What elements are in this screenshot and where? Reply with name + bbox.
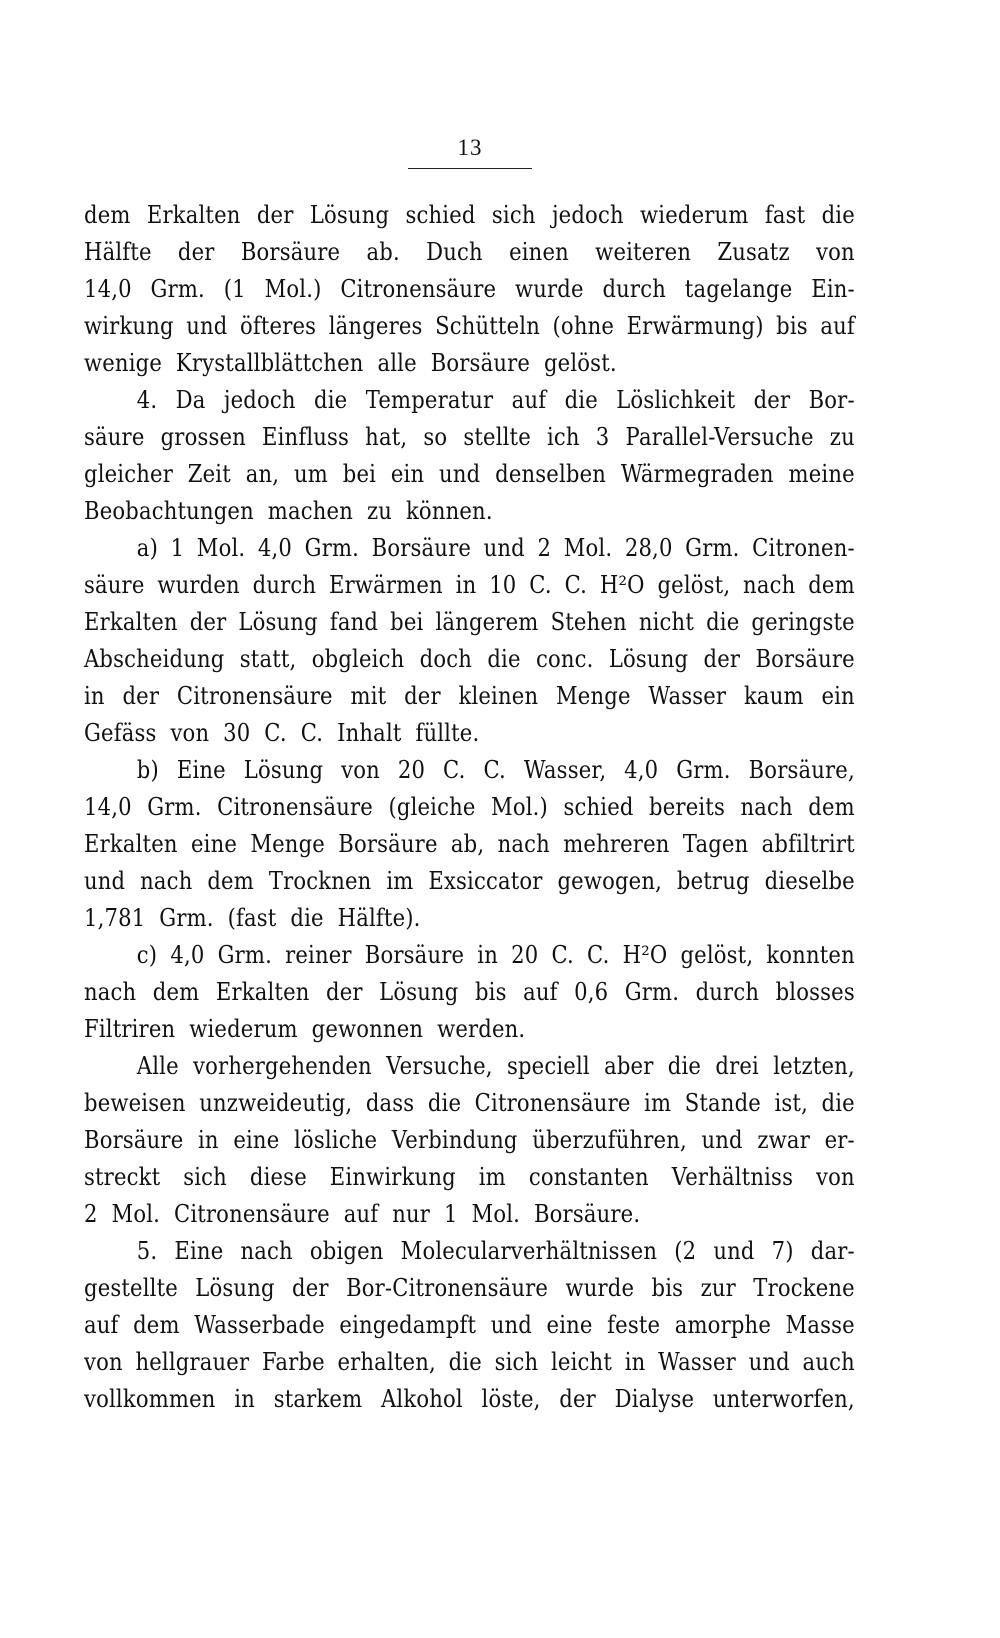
- word: Lösung: [309, 201, 390, 229]
- word: lösliche: [294, 1126, 378, 1154]
- word: 3: [595, 423, 610, 451]
- word: der: [177, 238, 215, 266]
- word: löste,: [481, 1385, 541, 1413]
- word: in: [197, 1126, 219, 1154]
- word: der: [404, 682, 441, 710]
- word: Citronensäure: [340, 275, 497, 303]
- word: dem: [133, 1311, 180, 1339]
- word: obgleich: [311, 645, 405, 673]
- text-line: [84, 530, 855, 567]
- word: Lösung: [238, 608, 318, 636]
- word: 14,0: [84, 275, 132, 303]
- word: und: [439, 460, 481, 488]
- word: statt,: [239, 645, 297, 673]
- word: Grm.: [304, 534, 360, 562]
- word: vorhergehenden: [193, 1052, 372, 1080]
- word: Alkohol: [380, 1385, 463, 1413]
- word: Borsäure: [84, 1126, 184, 1154]
- word: einen: [509, 238, 569, 266]
- text-line: [84, 863, 855, 900]
- word: von: [816, 1163, 855, 1191]
- word: meine: [788, 460, 855, 488]
- word: Einwirkung: [329, 1163, 456, 1191]
- text-line: Beobachtungen machen zu können.: [84, 497, 493, 525]
- word: kaum: [743, 682, 804, 710]
- word: erhalten,: [337, 1348, 436, 1376]
- header-rule: [408, 168, 532, 169]
- text-line: [84, 1048, 855, 1085]
- word: auf: [523, 978, 558, 1006]
- word: Tagen: [682, 830, 749, 858]
- word: Citronensäure: [474, 1089, 631, 1117]
- word: Trocknen: [268, 867, 372, 895]
- word: ist,: [774, 1089, 808, 1117]
- word: die: [667, 1052, 702, 1080]
- word: fand: [329, 608, 379, 636]
- word: Citronensäure: [176, 682, 333, 710]
- word: Erwärmen: [328, 571, 443, 599]
- word: stellte: [463, 423, 531, 451]
- word: Wasserbade: [194, 1311, 325, 1339]
- word: der: [703, 645, 741, 673]
- word: Erwärmung): [626, 312, 764, 340]
- word: weiteren: [595, 238, 692, 266]
- word: an,: [245, 460, 280, 488]
- word: dem: [152, 978, 200, 1006]
- text-line: [84, 1344, 855, 1381]
- word: grossen: [160, 423, 246, 451]
- word: 4,0: [257, 534, 293, 562]
- word: Borsäure: [338, 830, 438, 858]
- text-line: [84, 678, 855, 715]
- text-line: [84, 604, 855, 641]
- body-text: [84, 197, 855, 1418]
- word: 20: [511, 941, 539, 969]
- text-line: [84, 456, 855, 493]
- word: Da: [175, 386, 206, 414]
- word: der: [256, 201, 294, 229]
- word: 0,6: [574, 978, 609, 1006]
- word: 10: [489, 571, 517, 599]
- word: (gleiche: [388, 793, 476, 821]
- word: Eine: [174, 1237, 224, 1265]
- word: hellgrauer: [135, 1348, 250, 1376]
- word: und: [490, 1311, 532, 1339]
- word: im: [478, 1163, 506, 1191]
- word: (2: [674, 1237, 697, 1265]
- word: gelöst,: [657, 571, 731, 599]
- word: 2: [537, 534, 552, 562]
- word: ich: [546, 423, 580, 451]
- word: (ohne: [552, 312, 615, 340]
- text-line: [84, 382, 855, 419]
- word: ab,: [450, 830, 485, 858]
- text-line: 1,781 Grm. (fast die Hälfte).: [84, 904, 421, 932]
- text-line: [84, 641, 855, 678]
- word: C.: [483, 756, 506, 784]
- word: auf: [820, 312, 855, 340]
- word: gewogen,: [557, 867, 663, 895]
- word: in: [234, 1385, 256, 1413]
- word: in: [84, 682, 105, 710]
- word: 28,0: [624, 534, 673, 562]
- text-line: [84, 1233, 855, 1270]
- word: Wärmegraden: [620, 460, 774, 488]
- word: Mol.: [196, 534, 246, 562]
- word: und: [186, 312, 228, 340]
- word: der: [189, 608, 227, 636]
- word: nach: [740, 793, 793, 821]
- word: der: [559, 1385, 596, 1413]
- word: letzten,: [773, 1052, 855, 1080]
- word: Exsiccator: [428, 867, 543, 895]
- word: bei: [342, 460, 377, 488]
- word: die: [427, 1089, 462, 1117]
- word: Grm.: [217, 941, 272, 969]
- word: eine: [546, 1311, 593, 1339]
- word: in: [455, 571, 477, 599]
- word: sich: [183, 1163, 227, 1191]
- word: dass: [365, 1089, 415, 1117]
- word: Stande: [684, 1089, 761, 1117]
- word: abfiltrirt: [761, 830, 855, 858]
- word: Wasser: [648, 682, 727, 710]
- word: auf: [84, 1311, 119, 1339]
- word: speciell: [506, 1052, 590, 1080]
- word: mehreren: [563, 830, 670, 858]
- word: bis: [776, 312, 808, 340]
- word: sich: [494, 1348, 539, 1376]
- word: Borsäure: [371, 534, 472, 562]
- word: c): [136, 941, 158, 969]
- word: die: [564, 386, 598, 414]
- word: und: [748, 1348, 790, 1376]
- word: kleinen: [458, 682, 539, 710]
- word: eingedampft: [339, 1311, 477, 1339]
- word: 4,0: [624, 756, 659, 784]
- text-line: [84, 1307, 855, 1344]
- text-line: [84, 1270, 855, 1307]
- word: Parallel-Versuche: [625, 423, 814, 451]
- word: Hälfte: [84, 238, 152, 266]
- word: wurde: [514, 275, 584, 303]
- word: der: [292, 1274, 329, 1302]
- word: blosses: [775, 978, 855, 1006]
- word: gelöst,: [680, 941, 754, 969]
- word: jedoch: [223, 386, 296, 414]
- text-line: [84, 419, 855, 456]
- word: (1: [223, 275, 246, 303]
- word: Erkalten: [84, 608, 178, 636]
- word: längeres: [328, 312, 423, 340]
- word: aber: [604, 1052, 654, 1080]
- word: C.: [551, 941, 574, 969]
- word: Erkalten: [215, 978, 310, 1006]
- word: H²O: [622, 941, 668, 969]
- word: Verhältniss: [671, 1163, 794, 1191]
- word: ein: [390, 460, 425, 488]
- word: die: [706, 608, 740, 636]
- word: Borsäure: [240, 238, 341, 266]
- word: dem: [808, 793, 855, 821]
- page-number: 13: [457, 135, 483, 160]
- word: Erkalten: [146, 201, 241, 229]
- word: diese: [249, 1163, 307, 1191]
- word: Grm.: [685, 534, 740, 562]
- text-line: [84, 826, 855, 863]
- word: 5.: [136, 1237, 158, 1265]
- word: säure: [84, 423, 145, 451]
- word: ein: [821, 682, 855, 710]
- word: Stehen: [550, 608, 627, 636]
- word: dar-: [810, 1237, 855, 1265]
- word: Lösung: [243, 756, 324, 784]
- word: b): [136, 756, 159, 784]
- word: Alle: [136, 1052, 179, 1080]
- word: drei: [715, 1052, 759, 1080]
- word: dem: [207, 867, 254, 895]
- word: gestellte: [84, 1274, 178, 1302]
- text-line: [84, 789, 855, 826]
- word: bei: [390, 608, 424, 636]
- word: Mol.): [491, 793, 548, 821]
- word: Abscheidung: [84, 645, 225, 673]
- word: durch: [695, 978, 760, 1006]
- text-line: [84, 234, 855, 271]
- word: fast: [764, 201, 806, 229]
- word: Zusatz: [717, 238, 790, 266]
- word: reiner: [285, 941, 352, 969]
- word: tagelange: [684, 275, 793, 303]
- word: nicht: [638, 608, 695, 636]
- word: säure: [84, 571, 145, 599]
- word: wurden: [157, 571, 240, 599]
- word: von: [341, 756, 380, 784]
- word: gleicher: [84, 460, 173, 488]
- word: in: [624, 1348, 646, 1376]
- word: doch: [419, 645, 473, 673]
- word: konnten: [766, 941, 855, 969]
- word: Verbindung: [391, 1126, 518, 1154]
- text-line: [84, 308, 855, 345]
- word: nach: [240, 1237, 293, 1265]
- word: 1: [170, 534, 185, 562]
- text-line: [84, 1159, 855, 1196]
- word: die: [448, 1348, 482, 1376]
- word: längerem: [435, 608, 539, 636]
- word: betrug: [676, 867, 750, 895]
- word: um: [293, 460, 328, 488]
- word: nach: [743, 571, 796, 599]
- word: Borsäure,: [748, 756, 855, 784]
- word: in: [477, 941, 498, 969]
- word: überzuführen,: [532, 1126, 687, 1154]
- word: Temperatur: [365, 386, 494, 414]
- word: C.: [529, 571, 552, 599]
- text-line: [84, 1122, 855, 1159]
- word: vollkommen: [84, 1385, 216, 1413]
- word: unzweideutig,: [199, 1089, 353, 1117]
- word: 14,0: [84, 793, 132, 821]
- word: Eine: [176, 756, 226, 784]
- word: die: [821, 1089, 855, 1117]
- word: Versuche,: [386, 1052, 493, 1080]
- word: Mol.): [264, 275, 322, 303]
- word: Grm.: [147, 793, 202, 821]
- word: ab.: [366, 238, 400, 266]
- word: Erkalten: [84, 830, 178, 858]
- word: C.: [443, 756, 466, 784]
- text-line: [84, 1381, 855, 1418]
- word: Mol.: [563, 534, 613, 562]
- word: bereits: [649, 793, 725, 821]
- word: Menge: [555, 682, 631, 710]
- word: im: [386, 867, 414, 895]
- word: Farbe: [261, 1348, 325, 1376]
- word: wiederum: [640, 201, 749, 229]
- word: eine: [190, 830, 238, 858]
- word: dem: [84, 201, 131, 229]
- word: Citronensäure: [217, 793, 373, 821]
- word: schied: [405, 201, 476, 229]
- word: denselben: [495, 460, 607, 488]
- word: Bor-: [808, 386, 855, 414]
- word: nach: [497, 830, 550, 858]
- word: Einfluss: [262, 423, 350, 451]
- word: 20: [397, 756, 426, 784]
- word: dieselbe: [764, 867, 855, 895]
- word: durch: [252, 571, 317, 599]
- word: hat,: [365, 423, 408, 451]
- text-line: [84, 974, 855, 1011]
- word: obigen: [309, 1237, 384, 1265]
- word: Wasser: [658, 1348, 736, 1376]
- word: Trockene: [753, 1274, 855, 1302]
- word: wirkung: [84, 312, 174, 340]
- word: Grm.: [150, 275, 205, 303]
- word: geringste: [751, 608, 855, 636]
- word: eine: [233, 1126, 280, 1154]
- word: streckt: [84, 1163, 161, 1191]
- word: feste: [607, 1311, 661, 1339]
- word: H²O: [599, 571, 645, 599]
- word: so: [423, 423, 448, 451]
- word: Grm.: [624, 978, 680, 1006]
- word: unterworfen,: [712, 1385, 855, 1413]
- word: Duch: [426, 238, 483, 266]
- word: bis: [651, 1274, 684, 1302]
- word: Citronen-: [752, 534, 855, 562]
- text-line: 2 Mol. Citronensäure auf nur 1 Mol. Borsäure.: [84, 1200, 641, 1228]
- word: Lösung: [608, 645, 689, 673]
- word: a): [136, 534, 158, 562]
- word: Grm.: [676, 756, 731, 784]
- word: constanten: [528, 1163, 649, 1191]
- word: C.: [587, 941, 610, 969]
- text-line: Gefäss von 30 C. C. Inhalt füllte.: [84, 719, 480, 747]
- text-line: [84, 271, 855, 308]
- word: Menge: [250, 830, 325, 858]
- word: starkem: [273, 1385, 363, 1413]
- word: Lösung: [195, 1274, 275, 1302]
- word: beweisen: [84, 1089, 186, 1117]
- text-line: [84, 197, 855, 234]
- word: 4,0: [170, 941, 205, 969]
- word: von: [84, 1348, 123, 1376]
- word: auch: [802, 1348, 855, 1376]
- word: nach: [140, 867, 193, 895]
- word: 7): [771, 1237, 794, 1265]
- word: zu: [829, 423, 855, 451]
- word: von: [816, 238, 855, 266]
- word: nach: [84, 978, 137, 1006]
- text-line: wenige Krystallblättchen alle Borsäure gelöst.: [84, 349, 617, 377]
- word: öfteres: [240, 312, 317, 340]
- text-line: [84, 1085, 855, 1122]
- word: Borsäure: [755, 645, 855, 673]
- word: schied: [563, 793, 634, 821]
- word: Dialyse: [614, 1385, 695, 1413]
- word: mit: [350, 682, 387, 710]
- word: Bor-Citronensäure: [346, 1274, 549, 1302]
- word: auf: [511, 386, 547, 414]
- word: bis: [474, 978, 507, 1006]
- word: die: [487, 645, 521, 673]
- word: jedoch: [551, 201, 624, 229]
- word: 4.: [136, 386, 158, 414]
- word: amorphe: [674, 1311, 772, 1339]
- word: wurde: [565, 1274, 635, 1302]
- word: dem: [808, 571, 855, 599]
- word: Borsäure: [364, 941, 465, 969]
- word: und: [701, 1126, 743, 1154]
- word: sich: [491, 201, 536, 229]
- word: Zeit: [187, 460, 231, 488]
- word: leicht: [551, 1348, 612, 1376]
- word: und: [713, 1237, 755, 1265]
- word: im: [644, 1089, 672, 1117]
- word: die: [314, 386, 348, 414]
- text-line: [84, 752, 855, 789]
- word: und: [84, 867, 126, 895]
- word: Löslichkeit: [616, 386, 736, 414]
- word: der: [122, 682, 160, 710]
- word: die: [821, 201, 855, 229]
- word: Wasser,: [523, 756, 607, 784]
- word: der: [753, 386, 791, 414]
- word: durch: [602, 275, 666, 303]
- word: zwar: [757, 1126, 810, 1154]
- word: Molecularverhältnissen: [400, 1237, 658, 1265]
- word: und: [483, 534, 525, 562]
- word: Ein-: [811, 275, 855, 303]
- text-line: Filtriren wiederum gewonnen werden.: [84, 1015, 526, 1043]
- word: Lösung: [379, 978, 459, 1006]
- word: Schütteln: [435, 312, 540, 340]
- text-line: [84, 567, 855, 604]
- word: zur: [700, 1274, 736, 1302]
- word: conc.: [535, 645, 594, 673]
- word: er-: [824, 1126, 855, 1154]
- word: Masse: [785, 1311, 855, 1339]
- text-line: [84, 937, 855, 974]
- word: C.: [564, 571, 588, 599]
- word: der: [326, 978, 363, 1006]
